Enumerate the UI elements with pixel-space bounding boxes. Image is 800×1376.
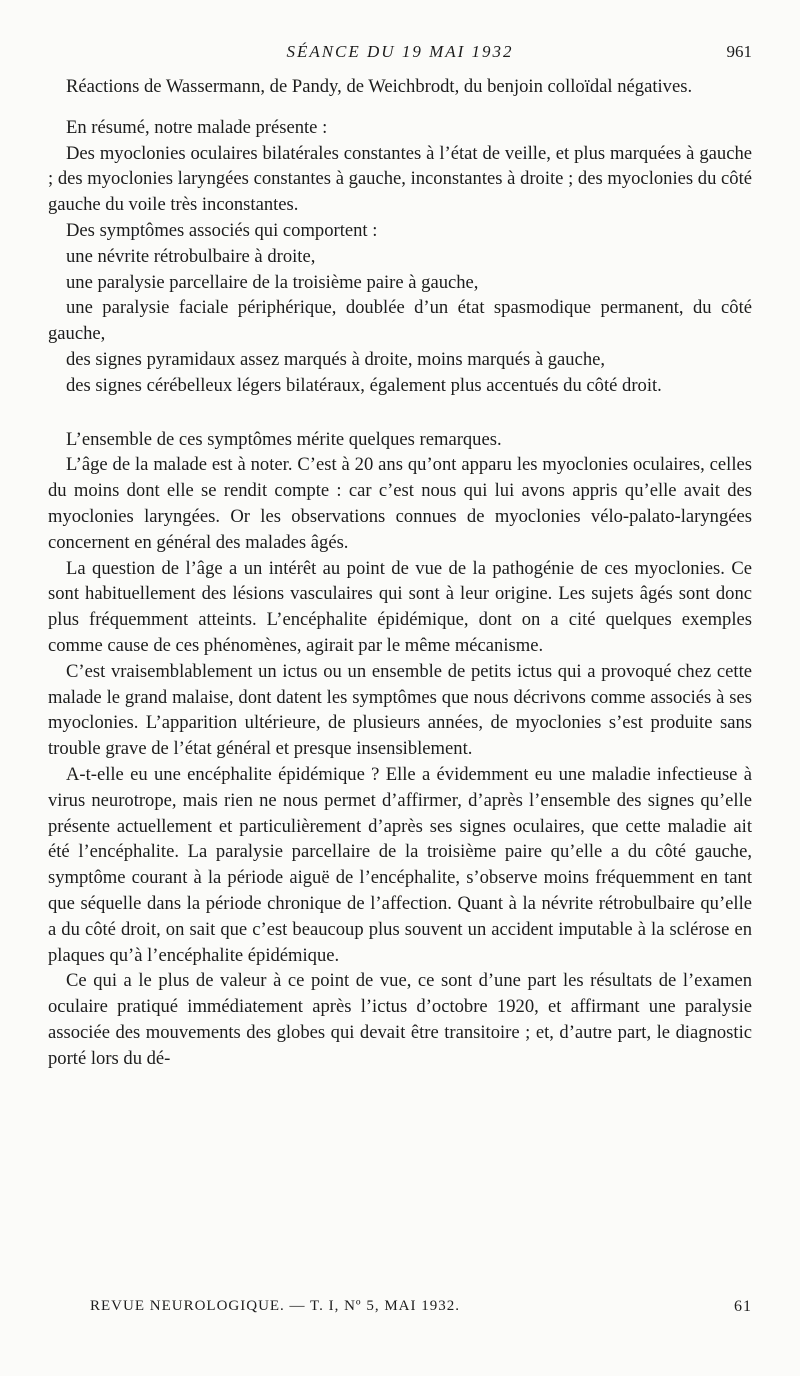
list-item: des signes pyramidaux assez marqués à droite, moins marqués à gauche, [66,348,606,370]
paragraph: L’ensemble de ces symptômes mérite quelques remarques. [66,428,502,450]
page-number: 961 [726,42,752,61]
paragraph: Réactions de Wassermann, de Pandy, de Weichbrodt, du benjoin colloïdal négatives. [66,76,693,97]
list-item: une paralysie parcellaire de la troisième paire à gauche, [66,271,479,293]
paragraph: La question de l’âge a un intérêt au point de vue de la pathogénie de ces myoclonies. Ce sont habituellement des lésions vasculaires qui sont à leur origine. Les sujets âgés sont donc plus fréquemment atteints. L’encéphalite épidémique, dont on a cité quelques exemples comme cause de ces phénomènes, agirait par le même mécanisme. [48,557,752,656]
list-item: une paralysie faciale périphérique, doublée d’un état spasmodique permanent, du côté gauche, [48,297,752,345]
list-item: des signes cérébelleux légers bilatéraux, également plus accentués du côté droit. [66,374,662,396]
page-footer [90,1298,752,1322]
page-header [48,42,752,66]
paragraph: En résumé, notre malade présente : [66,116,328,138]
journal-signature: REVUE NEUROLOGIQUE. — T. I, Nº 5, MAI 1932. [90,1298,460,1314]
paragraph: Des myoclonies oculaires bilatérales constantes à l’état de veille, et plus marquées à gauche ; des myoclonies laryngées constantes à gauche, inconstantes à droite ; des myoclonies du côté gauche du voile très inconstantes. [48,142,752,216]
running-head: SÉANCE DU 19 MAI 1932 [286,42,514,61]
list-item: une névrite rétrobulbaire à droite, [66,245,316,267]
body-text [48,74,752,1071]
paragraph: Des symptômes associés qui comportent : [66,219,378,241]
paragraph: Ce qui a le plus de valeur à ce point de vue, ce sont d’une part les résultats de l’examen oculaire pratiqué immédiatement après l’ictus d’octobre 1920, et affirmant une paralysie associée des mouvements des globes qui devait être transitoire ; et, d’autre part, le diagnostic porté lors du dé- [48,970,752,1069]
paragraph: A-t-elle eu une encéphalite épidémique ? Elle a évidemment eu une maladie infectieuse à virus neurotrope, mais rien ne nous permet d’affirmer, d’après l’ensemble des signes qu’elle présente actuellement et particulièrement d’après ses signes oculaires, que cette maladie ait été l’encéphalite. La paralysie parcellaire de la troisième paire qu’elle a du côté gauche, symptôme courant à la période aiguë de l’encéphalite, s’observe moins fréquemment en tant que séquelle dans la période chronique de l’affection. Quant à la névrite rétrobulbaire qu’elle a du côté droit, on sait que c’est beaucoup plus souvent un accident imputable à la sclérose en plaques qu’à l’encéphalite épidémique. [48,763,752,966]
paragraph: L’âge de la malade est à noter. C’est à 20 ans qu’ont apparu les myoclonies oculaires, celles du moins dont elle se rendit compte : car c’est nous qui lui avons appris qu’elle avait des myoclonies laryngées. Or les observations connues de myoclonies vélo-palato-laryngées concernent en général des malades âgés. [48,454,752,553]
paragraph: C’est vraisemblablement un ictus ou un ensemble de petits ictus qui a provoqué chez cette malade le grand malaise, dont datent les symptômes que nous décrivons comme associés à ses myoclonies. L’apparition ultérieure, de plusieurs années, de myoclonies s’est produite sans trouble grave de l’état général et presque insensiblement. [48,660,752,760]
sheet-number: 61 [734,1298,752,1315]
